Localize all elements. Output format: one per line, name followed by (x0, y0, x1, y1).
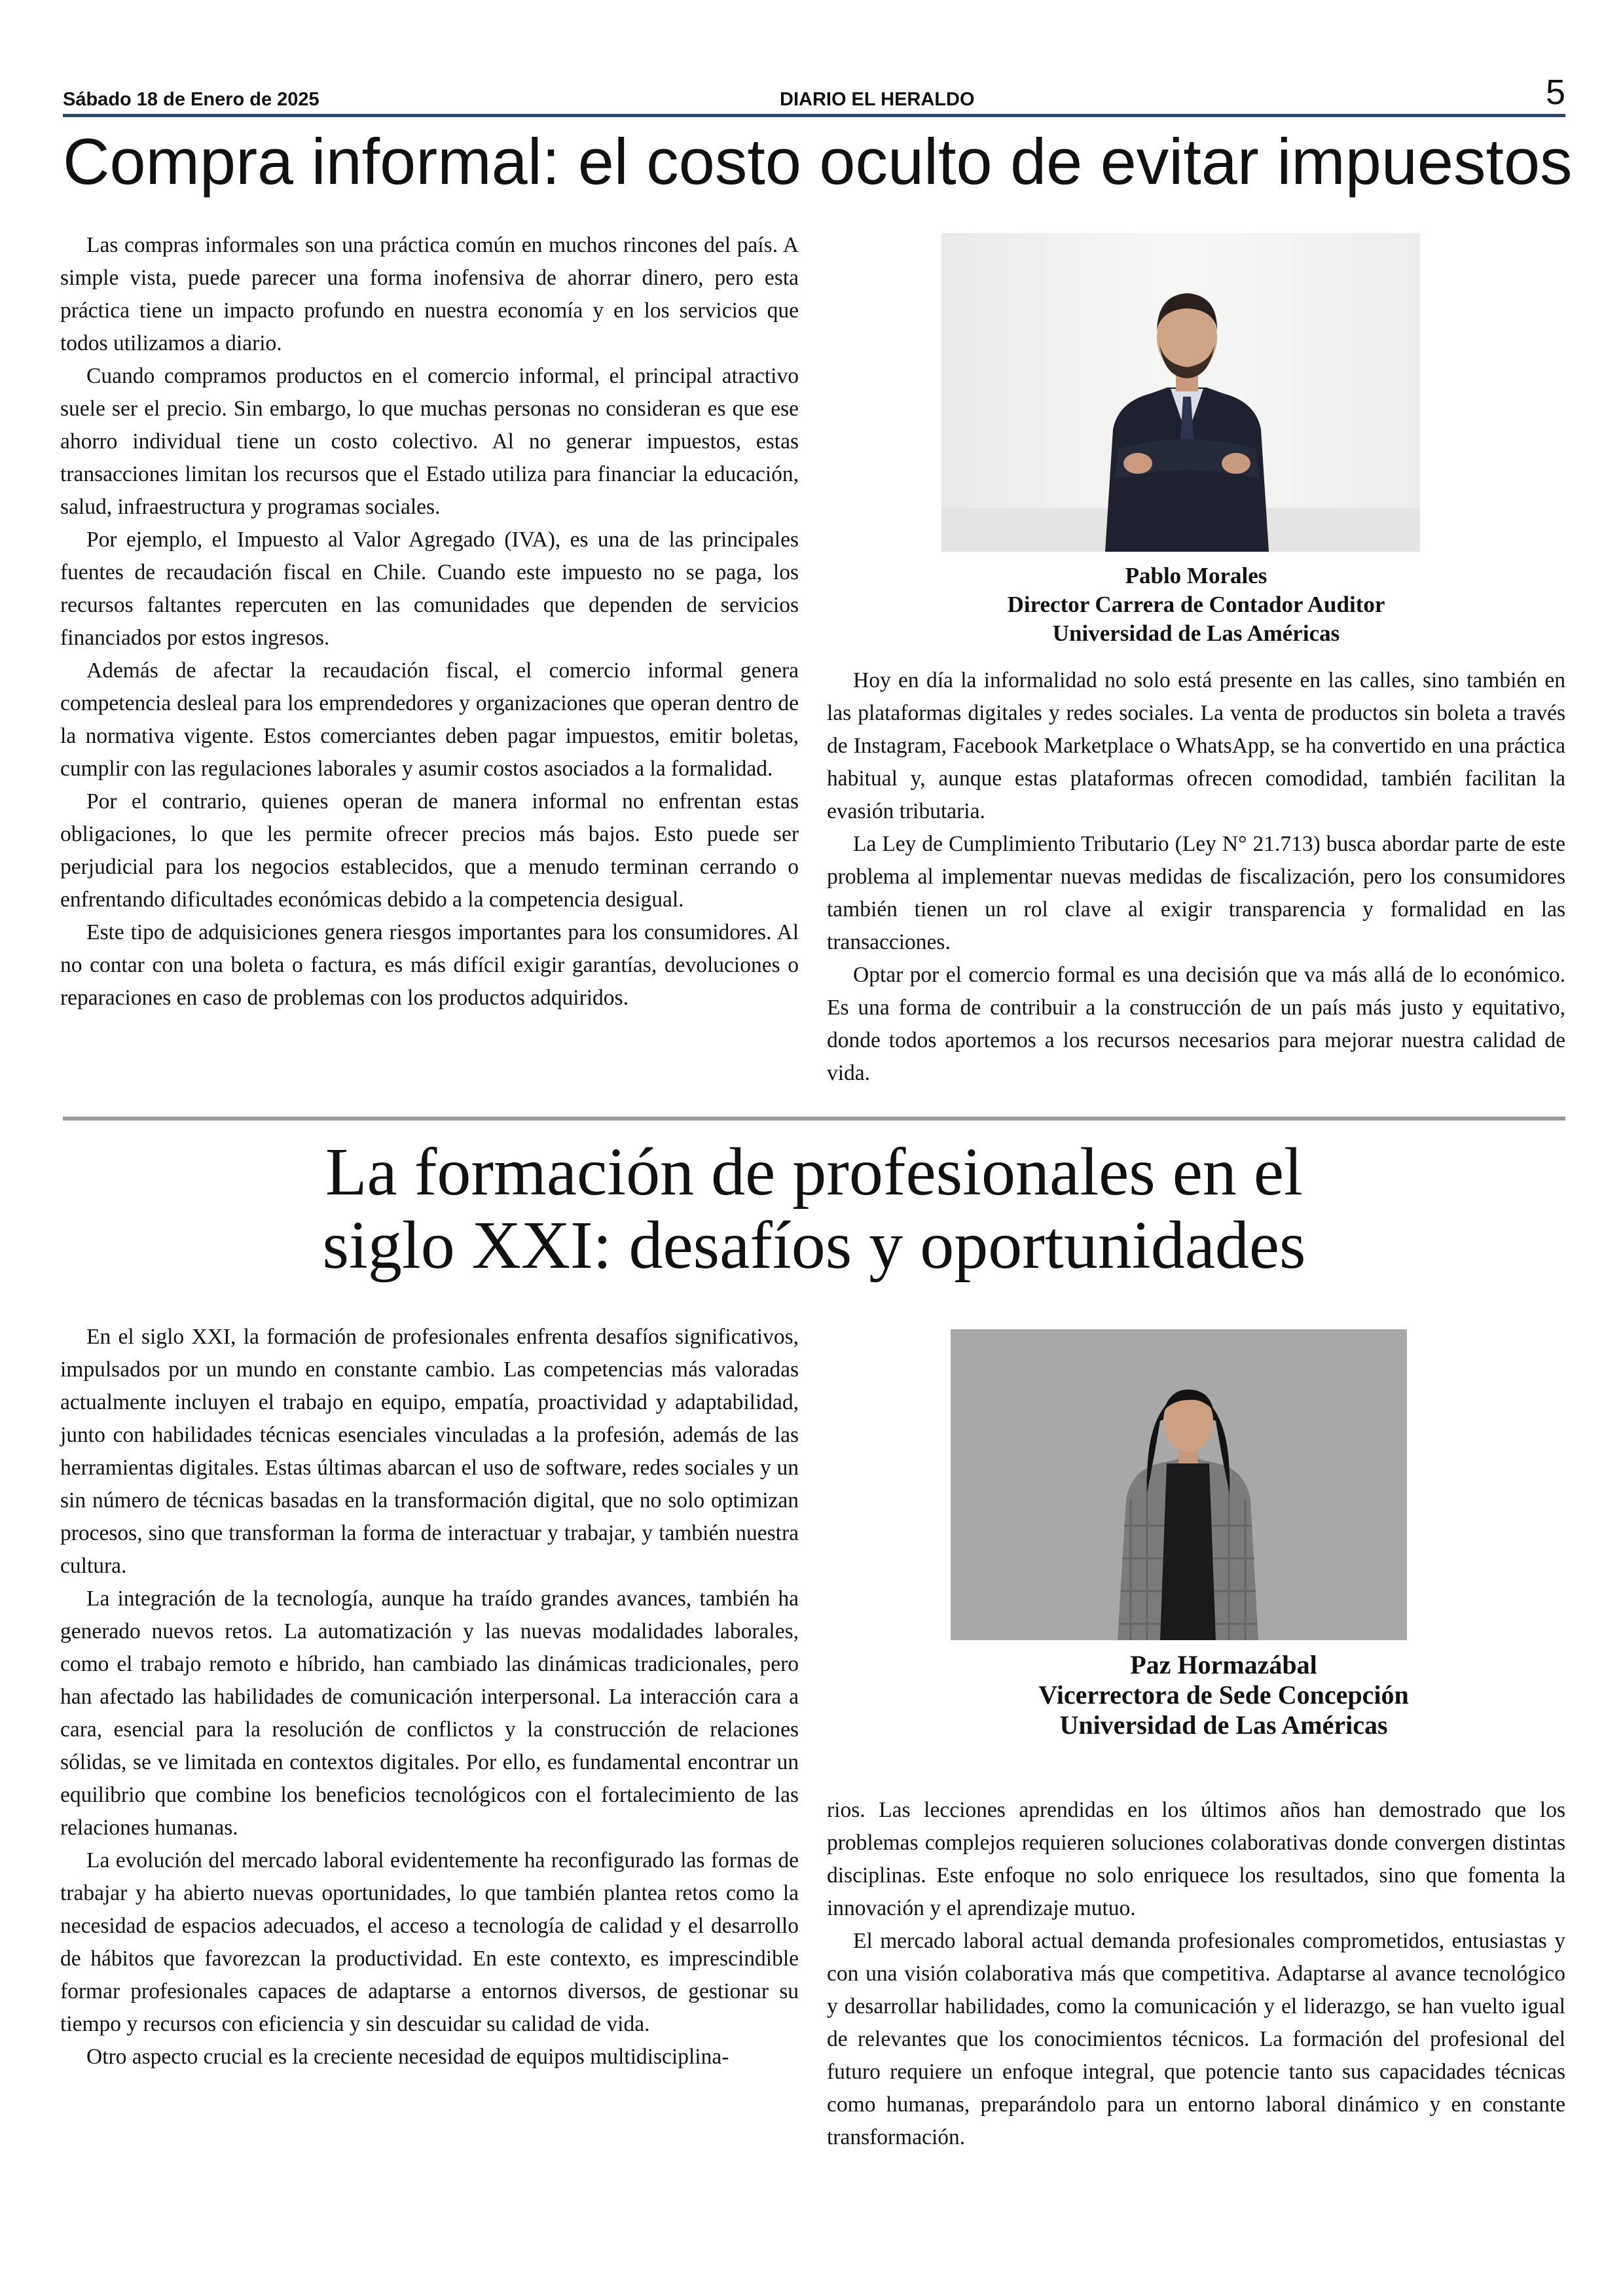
article1-paragraph: Por el contrario, quienes operan de manera informal no enfrentan estas obligaciones, lo que les permite ofrecer precios más bajos. Esto puede ser perjudicial para los negocios establecidos, que a menudo terminan cerrando o enfrentando dificultades económicas debido a la competencia desigual. (60, 789, 799, 912)
article2-paragraph: El mercado laboral actual demanda profesionales comprometidos, entusiastas y con una visión colaborativa más que competitiva. Adaptarse al avance tecnológico y desarrollar habilidades, como la comunicación y el liderazgo, se han vuelto igual de relevantes que los conocimientos técnicos. La formación del profesional del futuro requiere un enfoque integral, que potencie tanto sus capacidades técnicas como humanas, preparándolo para un entorno laboral dinámico y en constante transformación. (827, 1929, 1565, 2149)
photo-caption-paz-hormazabal (827, 1650, 1620, 1740)
page-number: 5 (1545, 73, 1565, 112)
article2-left-column (60, 1321, 799, 2073)
caption-institution: Universidad de Las Américas (1059, 1710, 1388, 1740)
article1-left-column (60, 229, 799, 1014)
caption-name: Paz Hormazábal (1130, 1650, 1317, 1679)
article1-right-column (827, 664, 1565, 1090)
caption-name: Pablo Morales (1125, 563, 1267, 588)
issue-date: Sábado 18 de Enero de 2025 (63, 89, 319, 110)
article2-right-column (827, 1794, 1565, 2154)
article-separator (63, 1117, 1565, 1121)
article1-title: Compra informal: el costo oculto de evitar impuestos (63, 125, 1573, 198)
article1-paragraph: Por ejemplo, el Impuesto al Valor Agregado (IVA), es una de las principales fuentes de recaudación fiscal en Chile. Cuando este impuesto no se paga, los recursos faltantes repercuten en las comunidades que dependen de servicios financiados por estos ingresos. (60, 528, 799, 650)
article1-paragraph: Las compras informales son una práctica común en muchos rincones del país. A simple vista, puede parecer una forma inofensiva de ahorrar dinero, pero esta práctica tiene un impacto profundo en nuestra economía y en los servicios que todos utilizamos a diario. (60, 233, 799, 355)
caption-role: Director Carrera de Contador Auditor (1007, 592, 1385, 617)
article1-paragraph: Hoy en día la informalidad no solo está presente en las calles, sino también en las plataformas digitales y redes sociales. La venta de productos sin boleta a través de Instagram, Facebook Marketplace o WhatsApp, se ha convertido en una práctica habitual y, aunque estas plataformas ofrecen comodidad, también facilitan la evasión tributaria. (827, 668, 1565, 823)
header-rule (63, 114, 1565, 117)
article2-paragraph: La integración de la tecnología, aunque ha traído grandes avances, también ha generado nuevos retos. La automatización y las nuevas modalidades laborales, como el trabajo remoto e híbrido, han cambiado las dinámicas tradicionales, pero han afectado las habilidades de comunicación interpersonal. La interacción cara a cara, esencial para la resolución de conflictos y la construcción de relaciones sólidas, se ve limitada en contextos digitales. Por ello, es fundamental encontrar un equilibrio que combine los beneficios tecnológicos con el fortalecimiento de las relaciones humanas. (60, 1587, 799, 1840)
caption-role: Vicerrectora de Sede Concepción (1038, 1680, 1409, 1710)
article2-paragraph-continued: rios. Las lecciones aprendidas en los últimos años han demostrado que los problemas complejos requieren soluciones colaborativas donde convergen distintas disciplinas. Este enfoque no solo enriquece los resultados, sino que fomenta la innovación y el aprendizaje mutuo. (827, 1798, 1565, 1920)
article2-paragraph: En el siglo XXI, la formación de profesionales enfrenta desafíos significativos, impulsados por un mundo en constante cambio. Las competencias más valoradas actualmente incluyen el trabajo en equipo, empatía, proactividad y adaptabilidad, junto con habilidades técnicas esenciales vinculadas a la profesión, además de las herramientas digitales. Estas últimas abarcan el uso de software, redes sociales y un sin número de técnicas basadas en la transformación digital, que no solo optimizan procesos, sino que transforman la forma de interactuar y trabajar, y también nuestra cultura. (60, 1325, 799, 1578)
photo-caption-pablo-morales (827, 562, 1565, 648)
newspaper-name: DIARIO EL HERALDO (780, 89, 975, 110)
author-photo-pablo-morales (941, 233, 1420, 552)
article2-paragraph: La evolución del mercado laboral evidentemente ha reconfigurado las formas de trabajar y ha abierto nuevas oportunidades, lo que también plantea retos como la necesidad de espacios adecuados, el acceso a tecnología de calidad y el desarrollo de hábitos que favorezcan la productividad. En este contexto, es imprescindible formar profesionales capaces de adaptarse a entornos diversos, de gestionar su tiempo y recursos con eficiencia y sin descuidar su calidad de vida. (60, 1848, 799, 2036)
article2-title (63, 1136, 1565, 1282)
woman-portrait-illustration (951, 1329, 1407, 1640)
article2-paragraph: Otro aspecto crucial es la creciente necesidad de equipos multidisciplina- (86, 2045, 729, 2069)
article2-title-line: siglo XXI: desafíos y oportunidades (322, 1208, 1306, 1283)
article1-paragraph: Además de afectar la recaudación fiscal, el comercio informal genera competencia desleal para los emprendedores y organizaciones que operan dentro de la normativa vigente. Estos comerciantes deben pagar impuestos, emitir boletas, cumplir con las regulaciones laborales y asumir costos asociados a la formalidad. (60, 658, 799, 781)
author-photo-paz-hormazabal (951, 1329, 1407, 1640)
caption-institution: Universidad de Las Américas (1052, 620, 1340, 646)
article1-paragraph: Este tipo de adquisiciones genera riesgos importantes para los consumidores. Al no contar con una boleta o factura, es más difícil exigir garantías, devoluciones o reparaciones en caso de problemas con los productos adquiridos. (60, 920, 799, 1010)
page-header (63, 73, 1565, 119)
article1-paragraph: La Ley de Cumplimiento Tributario (Ley N° 21.713) busca abordar parte de este problema al implementar nuevas medidas de fiscalización, pero los consumidores también tienen un rol clave al exigir transparencia y formalidad en las transacciones. (827, 832, 1565, 954)
article1-paragraph: Optar por el comercio formal es una decisión que va más allá de lo económico. Es una forma de contribuir a la construcción de un país más justo y equitativo, donde todos aportemos a los recursos necesarios para mejorar nuestra calidad de vida. (827, 963, 1565, 1085)
article1-paragraph: Cuando compramos productos en el comercio informal, el principal atractivo suele ser el precio. Sin embargo, lo que muchas personas no consideran es que ese ahorro individual tiene un costo colectivo. Al no generar impuestos, estas transacciones limitan los recursos que el Estado utiliza para financiar la educación, salud, infraestructura y programas sociales. (60, 364, 799, 519)
man-portrait-illustration (941, 233, 1420, 552)
article2-title-line: La formación de profesionales en el (325, 1134, 1303, 1210)
